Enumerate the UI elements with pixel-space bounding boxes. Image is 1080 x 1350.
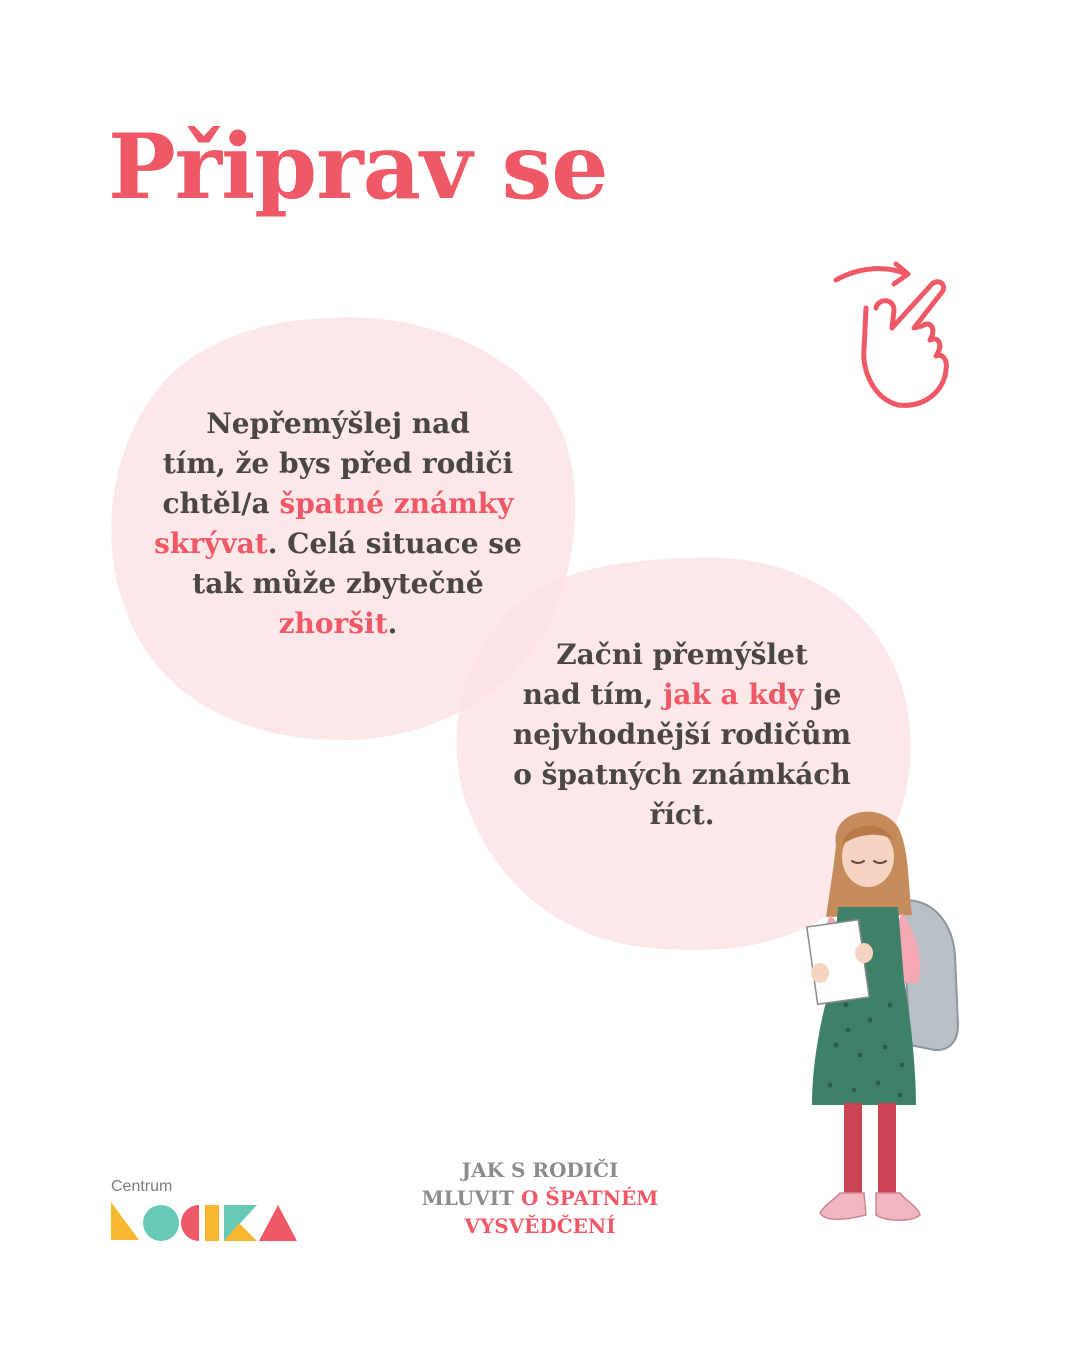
text-segment: o špatných známkách — [513, 758, 851, 791]
highlighted-text: jak a kdy — [663, 678, 804, 711]
text-segment: je — [803, 678, 842, 711]
swipe-hand-icon — [826, 258, 956, 413]
highlighted-text: skrývat — [154, 527, 268, 560]
text-segment: chtěl/a — [162, 487, 280, 520]
text-segment: . — [387, 607, 398, 640]
text-segment: Začni přemýšlet — [556, 638, 808, 671]
leg-left — [844, 1103, 862, 1195]
footer-series-title — [390, 1156, 690, 1240]
shoe-left — [820, 1193, 866, 1219]
text-segment: tak může zbytečně — [192, 567, 484, 600]
highlighted-text: špatné známky — [279, 487, 514, 520]
leg-right — [878, 1103, 896, 1195]
text-segment: JAK S RODIČI — [461, 1158, 619, 1182]
logo-wordmark — [111, 1202, 297, 1244]
hand-left — [811, 963, 829, 983]
text-segment: nejvhodnější rodičům — [512, 718, 852, 751]
hand-right — [855, 943, 873, 963]
girl-reading-illustration — [790, 805, 970, 1235]
text-segment: tím, že bys před rodiči — [162, 447, 514, 480]
text-segment: nad tím, — [522, 678, 664, 711]
text-segment: říct. — [649, 798, 715, 831]
highlighted-text: zhoršit — [278, 607, 388, 640]
highlighted-text: O ŠPATNÉM — [520, 1186, 659, 1210]
logo-caption: Centrum — [111, 1178, 173, 1195]
logo — [111, 1178, 301, 1244]
shoe-right — [876, 1193, 920, 1220]
highlighted-text: VYSVĚDČENÍ — [464, 1214, 616, 1238]
text-segment: . Celá situace se — [267, 527, 522, 560]
page-title: Připrav se — [108, 114, 608, 220]
text-segment: MLUVIT — [421, 1186, 521, 1210]
bubble-text-dont-hide — [118, 404, 558, 644]
paper — [807, 920, 869, 1004]
text-segment: Nepřemýšlej nad — [206, 407, 470, 440]
